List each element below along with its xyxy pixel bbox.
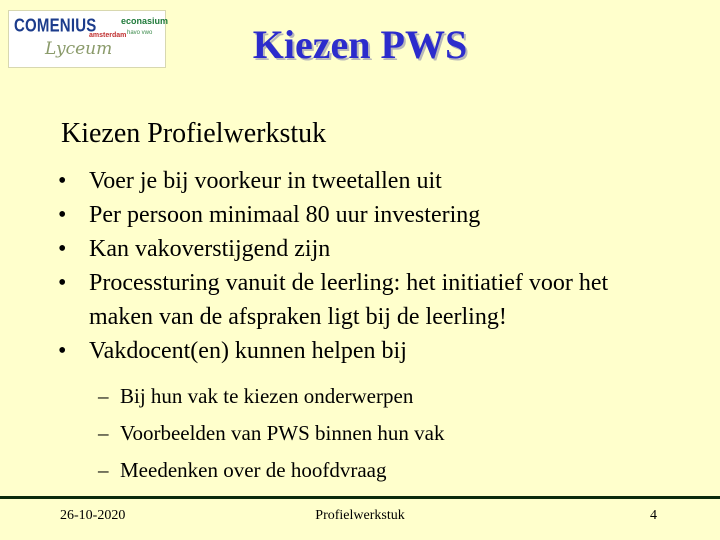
sub-bullet-item <box>100 415 680 452</box>
bullet-item <box>54 198 674 232</box>
slide-number: 4 <box>650 508 657 523</box>
footer-title: Profielwerkstuk <box>315 508 405 523</box>
slide-subtitle: Kiezen Profielwerkstuk <box>61 118 327 149</box>
bullet-item <box>54 266 674 334</box>
logo-lyceum-text: Lyceum <box>45 39 113 59</box>
dash-icon: – <box>98 458 109 482</box>
bullet-item <box>54 232 674 266</box>
footer-date: 26-10-2020 <box>60 508 126 523</box>
bullet-text: Per persoon minimaal 80 uur investering <box>89 202 481 228</box>
sub-bullet-list <box>100 378 680 489</box>
slide-title: Kiezen PWS <box>252 22 468 67</box>
bullet-item <box>54 334 674 368</box>
bullet-dot-icon: • <box>58 270 67 296</box>
bullet-dot-icon: • <box>58 338 67 364</box>
bullet-list <box>54 164 674 368</box>
sub-bullet-item <box>100 378 680 415</box>
logo-econasium-text: econasium <box>121 16 169 26</box>
footer-divider <box>0 496 720 499</box>
sub-bullet-text: Bij hun vak te kiezen onderwerpen <box>120 384 414 408</box>
dash-icon: – <box>98 421 109 445</box>
sub-bullet-text: Meedenken over de hoofdvraag <box>120 458 387 482</box>
bullet-text: Processturing vanuit de leerling: het initiatief voor het maken van de afspraken ligt bij de leerling! <box>89 270 609 330</box>
bullet-dot-icon: • <box>58 236 67 262</box>
bullet-item <box>54 164 674 198</box>
bullet-dot-icon: • <box>58 202 67 228</box>
bullet-text: Voer je bij voorkeur in tweetallen uit <box>89 168 442 194</box>
sub-bullet-text: Voorbeelden van PWS binnen hun vak <box>120 421 445 445</box>
bullet-text: Kan vakoverstijgend zijn <box>89 236 331 262</box>
logo-econasium-sub: havo vwo <box>127 30 153 36</box>
bullet-dot-icon: • <box>58 168 67 194</box>
bullet-text: Vakdocent(en) kunnen helpen bij <box>89 338 407 364</box>
logo-comenius-text: COMENIUS <box>14 15 97 37</box>
sub-bullet-item <box>100 452 680 489</box>
dash-icon: – <box>98 384 109 408</box>
logo-amsterdam-text: amsterdam <box>89 32 127 39</box>
